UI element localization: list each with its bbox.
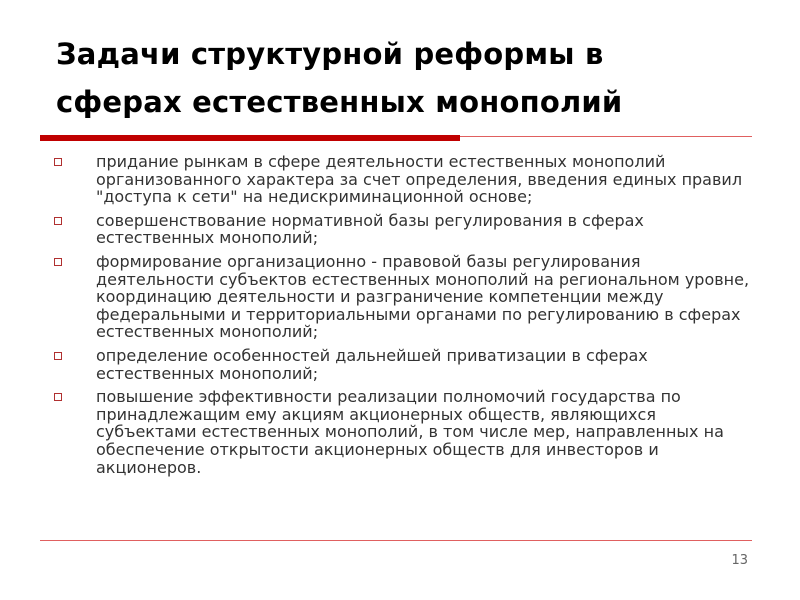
- list-item: [52, 388, 752, 476]
- bullet-text: повышение эффективности реализации полномочий государства по принадлежащим ему акциям акционерных обществ, являющихся субъектами естественных монополий, в том числе мер, направленных на обеспечение открытости акционерных обществ для инвесторов и акционеров.: [96, 387, 724, 477]
- bullet-list: [52, 153, 752, 476]
- bullet-text: формирование организационно - правовой базы регулирования деятельности субъектов естественных монополий на региональном уровне, координацию деятельности и разграничение компетенции между федеральными и территориальными органами по регулированию в сферах естественных монополий;: [96, 251, 750, 342]
- list-item: [52, 153, 752, 206]
- hollow-square-bullet-icon: [54, 217, 62, 225]
- page-number: 13: [731, 553, 748, 568]
- bullet-text: определение особенностей дальнейшей приватизации в сферах естественных монополий;: [96, 345, 648, 383]
- list-item: [52, 347, 752, 382]
- hollow-square-bullet-icon: [54, 393, 62, 401]
- hollow-square-bullet-icon: [54, 158, 62, 166]
- slide-content: [52, 153, 752, 482]
- hollow-square-bullet-icon: [54, 352, 62, 360]
- list-item: [52, 253, 752, 341]
- title-line-1: Задачи структурной реформы в: [56, 37, 604, 71]
- bullet-text: придание рынкам в сфере деятельности естественных монополий организованного характера за счет определения, введения единых правил "доступа к сети" на недискриминационной основе;: [96, 152, 743, 207]
- title-divider-accent: [40, 135, 460, 141]
- title-line-2: сферах естественных монополий: [56, 85, 623, 119]
- footer-divider: [40, 540, 752, 541]
- slide-title: [56, 30, 756, 126]
- bullet-text: совершенствование нормативной базы регулирования в сферах естественных монополий;: [96, 210, 644, 248]
- hollow-square-bullet-icon: [54, 258, 62, 266]
- list-item: [52, 212, 752, 247]
